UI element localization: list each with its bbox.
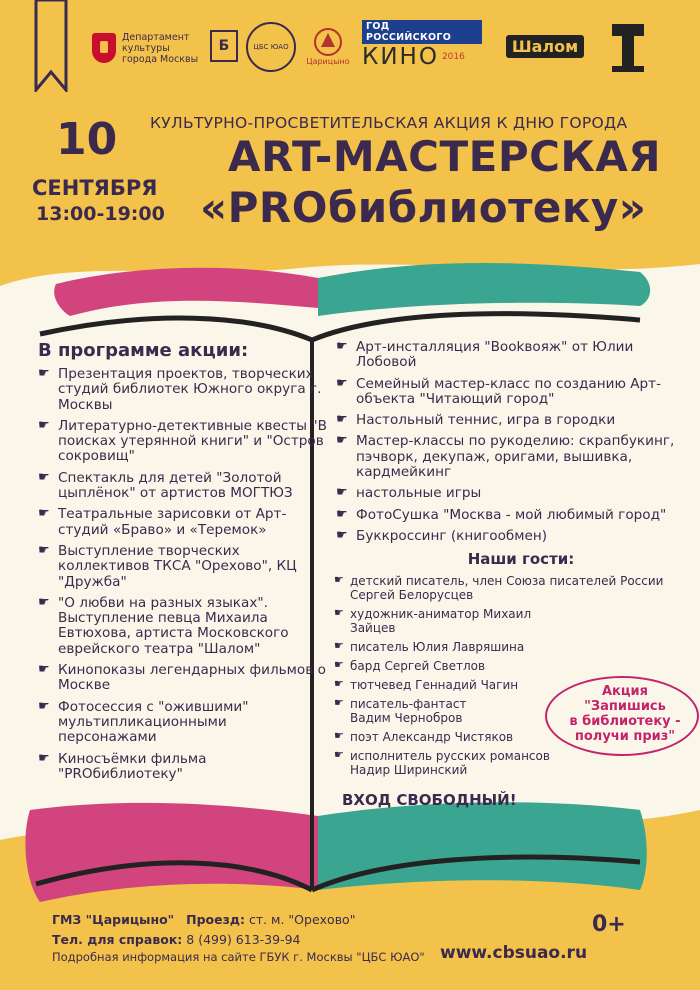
website-link[interactable]: www.cbsuao.ru: [440, 943, 588, 963]
department-logo: [92, 20, 198, 76]
list-item: ☛ Спектакль для детей "Золотой цыплёнок" от артистов МОГТЮЗ: [38, 471, 328, 502]
venue-line: ГМЗ "Царицыно" Проезд: ст. м. "Орехово": [52, 912, 356, 927]
program-left-column: [38, 340, 328, 788]
list-item: ☛ "О любви на разных языках". Выступление певца Михаила Евтюхова, артиста Московского еврейского театра "Шалом": [38, 596, 328, 657]
cbs-logo: ЦБС ЮАО: [246, 22, 296, 72]
promo-badge: Акция "Запишись в библиотеку - получи приз": [569, 684, 681, 744]
shalom-theater-logo: Шалом: [490, 26, 600, 66]
list-item: ☛ поэт Александр Чистяков: [336, 730, 551, 744]
theater-mask-icon: [608, 22, 648, 74]
list-item: ☛ Буккроссинг (книгообмен): [336, 529, 676, 544]
moscow-crest-icon: [92, 33, 116, 63]
tsaritsyno-logo: Царицыно: [304, 18, 352, 74]
age-rating-badge: 0+: [592, 912, 626, 937]
more-info-line: Подробная информация на сайте ГБУК г. Москвы "ЦБС ЮАО": [52, 950, 425, 964]
list-item: ☛ Семейный мастер-класс по созданию Арт-объекта "Читающий город": [336, 377, 676, 408]
list-item: ☛ настольные игры: [336, 486, 676, 501]
event-time: 13:00-19:00: [36, 203, 165, 225]
list-item: ☛ тютчевед Геннадий Чагин: [336, 678, 551, 692]
list-item: ☛ ФотоСушка "Москва - мой любимый город": [336, 508, 676, 523]
event-subtitle: КУЛЬТУРНО-ПРОСВЕТИТЕЛЬСКАЯ АКЦИЯ К ДНЮ ГОРОДА: [150, 114, 628, 132]
event-day: 10: [56, 114, 118, 165]
list-item: ☛ Выступление творческих коллективов ТКСА "Орехово", КЦ "Дружба": [38, 544, 328, 590]
department-line-1: Департамент: [122, 31, 190, 43]
department-line-2: культуры: [122, 42, 170, 54]
program-list-left: [38, 367, 328, 782]
free-entry-label: ВХОД СВОБОДНЫЙ!: [342, 791, 517, 810]
program-title: В программе акции:: [38, 340, 249, 361]
tsaritsyno-emblem-icon: [313, 27, 343, 57]
list-item: ☛ Арт-инсталляция "Bookвояж" от Юлии Лобовой: [336, 340, 676, 371]
list-item: ☛ писатель Юлия Лавряшина: [336, 640, 551, 654]
list-item: ☛ исполнитель русских романсов Надир Ширинский: [336, 749, 551, 777]
list-item: ☛ Театральные зарисовки от Арт-студий «Браво» и «Теремок»: [38, 507, 328, 538]
bookmark-icon: [34, 0, 68, 92]
guests-title: Наши гости:: [467, 550, 575, 569]
list-item: ☛ Кинопоказы легендарных фильмов о Москве: [38, 663, 328, 694]
list-item: ☛ Мастер-классы по рукоделию: скрапбукинг, пэчворк, декупаж, оригами, вышивка, кардмейкинг: [336, 434, 676, 480]
list-item: ☛ Презентация проектов, творческих студий библиотек Южного округа г. Москвы: [38, 367, 328, 413]
list-item: ☛ бард Сергей Светлов: [336, 659, 551, 673]
event-title-line-1: ART-МАСТЕРСКАЯ: [228, 132, 662, 181]
partner-logos: [92, 18, 682, 74]
list-item: ☛ писатель-фантаст Вадим Чернобров: [336, 697, 480, 725]
logo-b: Б: [210, 30, 238, 62]
year-of-cinema-logo: ГОД РОССИЙСКОГО КИНО 2016: [362, 20, 482, 70]
program-list-right: [336, 340, 676, 544]
list-item: ☛ Киносъёмки фильма "PROбиблиотеку": [38, 752, 328, 783]
list-item: ☛ художник-аниматор Михаил Зайцев: [336, 607, 551, 635]
list-item: ☛ Настольный теннис, игра в городки: [336, 413, 676, 428]
department-line-3: города Москвы: [122, 53, 199, 65]
list-item: ☛ Литературно-детективные квесты "В поисках утерянной книги" и "Остров сокровищ": [38, 419, 328, 465]
event-title-line-2: «PROбиблиотеку»: [200, 183, 647, 232]
list-item: ☛ Фотосессия с "ожившими" мультипликационными персонажами: [38, 700, 328, 746]
list-item: ☛ детский писатель, член Союза писателей России Сергей Белорусцев: [336, 574, 680, 602]
event-month: СЕНТЯБРЯ: [32, 176, 158, 200]
phone-line: Тел. для справок: 8 (499) 613-39-94: [52, 932, 301, 947]
